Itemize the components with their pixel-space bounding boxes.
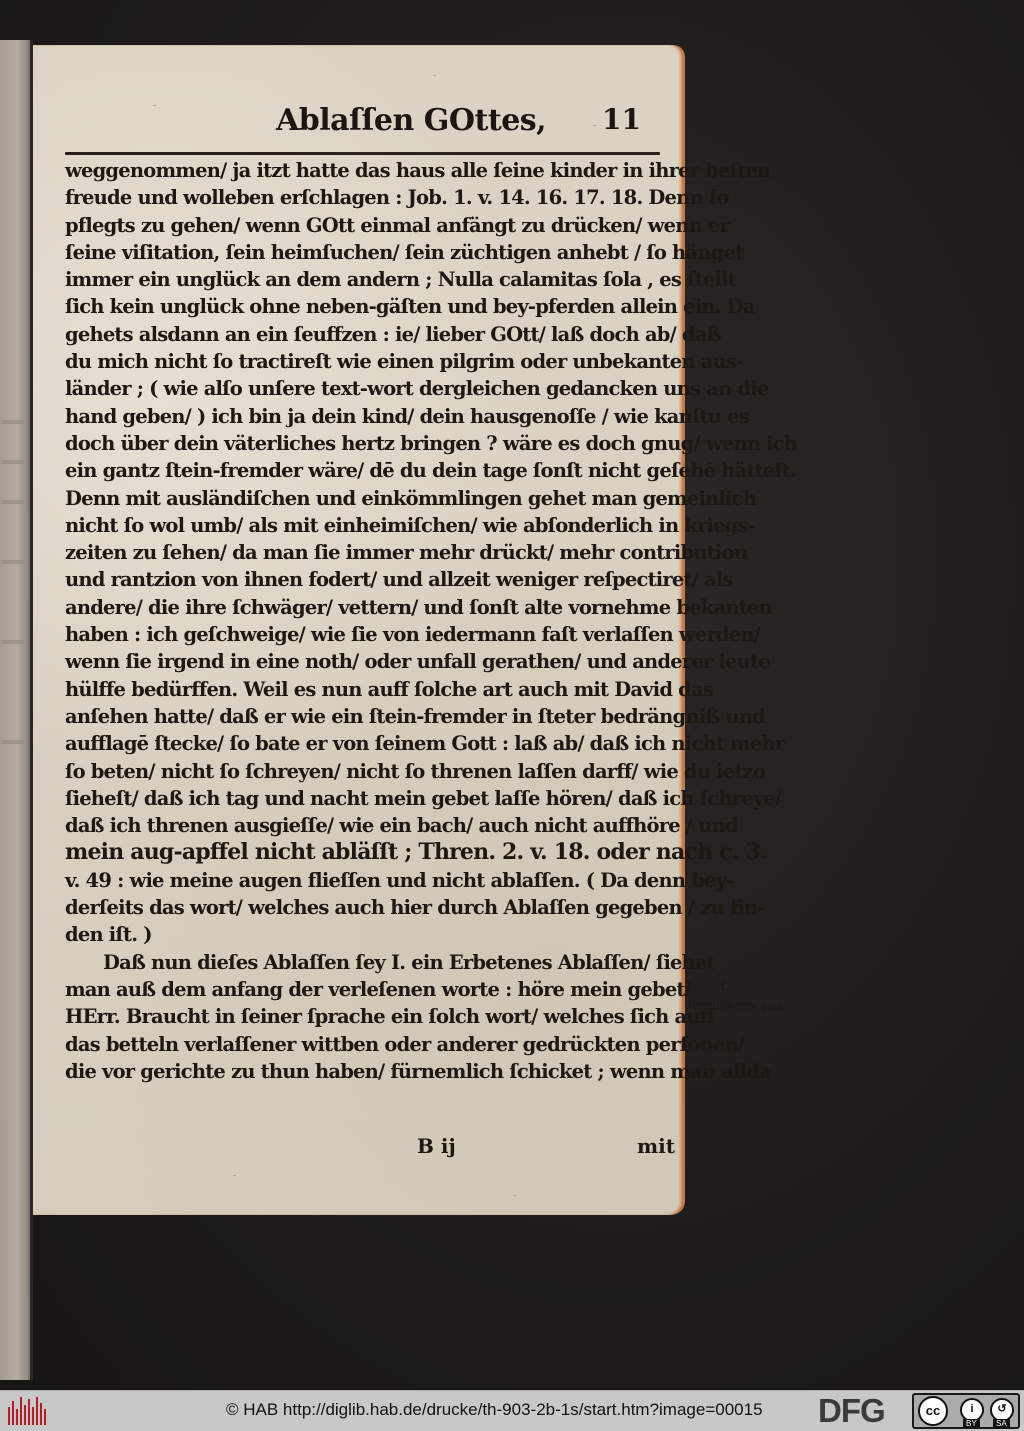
text-line: und rantzion von ihnen fodert/ und allzeit weniger reſpectiret/ als (65, 568, 733, 592)
bleed-through-mark (2, 560, 24, 564)
text-line: pflegts zu gehen/ wenn GOtt einmal anfängt zu drücken/ wenn er (65, 213, 730, 237)
text-line: man auß dem anfang der verleſenen worte : höre mein gebet/ (65, 977, 691, 1001)
sa-label: SA (993, 1419, 1010, 1428)
text-line: daß ich threnen ausgieſſe/ wie ein bach/ auch nicht auffhöre / und (65, 814, 738, 838)
text-line: weggenommen/ ja itzt hatte das haus alle ſeine kinder in ihrer beſten (65, 159, 771, 182)
text-line: v. 49 : wie meine augen flieſſen und nicht ablaſſen. ( Da denn bey- (65, 868, 734, 892)
bleed-through-mark (2, 460, 24, 464)
catchword: mit (637, 1134, 675, 1158)
header-rule (65, 152, 660, 155)
text-line: doch über dein väterliches hertz bringen ? wäre es doch gnug/ wenn ich (65, 431, 798, 455)
text-line: derſeits das wort/ welches auch hier durch Ablaſſen gegeben / zu fin- (65, 896, 765, 920)
marginal-note (688, 978, 798, 1014)
paper-speck (433, 75, 436, 76)
page-header (221, 103, 651, 143)
text-line: länder ; ( wie alſo unſere text-wort dergleichen gedancken uns an die (65, 377, 769, 401)
cc-license-badge[interactable] (912, 1393, 1020, 1429)
text-line: immer ein unglück an dem andern ; Nulla calamitas ſola , es ſtellt (65, 268, 736, 292)
running-title: Ablaſſen GOttes, (276, 103, 547, 138)
text-line: den iſt. ) (65, 923, 152, 947)
text-line: nicht ſo wol umb/ als mit einheimiſchen/ wie abſonderlich in kriegs- (65, 513, 756, 537)
text-line: anſehen hatte/ daß er wie ein ſtein-fremder in ſteter bedrängniß und (65, 704, 765, 728)
text-line: ein gantz ſtein-fremder wäre/ dē du dein tage ſonſt nicht geſehē hätteſt. (65, 459, 797, 483)
hab-logo-icon[interactable] (6, 1395, 46, 1427)
text-line: ſo beten/ nicht ſo ſchreyen/ nicht ſo threnen laſſen darff/ wie du ietzo (65, 759, 766, 783)
text-line: Denn mit ausländiſchen und einkömmlingen gehet man gemeinlich (65, 486, 757, 510)
marginal-number: I. (720, 979, 730, 995)
bleed-through-mark (2, 640, 24, 644)
paper-speck (513, 1195, 516, 1196)
attribution-icon: i (960, 1398, 984, 1422)
text-line: freude und wolleben erſchlagen : Job. 1. v. 14. 16. 17. 18. Denn ſo (65, 186, 729, 210)
paper-speck (153, 105, 156, 106)
text-line: HErr. Braucht in ſeiner ſprache ein ſolch wort/ welches ſich auff (65, 1005, 715, 1029)
paragraph-start-line: Daß nun dieſes Ablaſſen ſey I. ein Erbetenes Ablaſſen/ ſiehet (103, 950, 715, 974)
page-foot (65, 1134, 679, 1162)
text-line: die vor gerichte zu thun haben/ fürnemlich ſchicket ; wenn man allda (65, 1059, 771, 1083)
text-line: hülffe bedürffen. Weil es nun auff ſolche art auch mit David das (65, 677, 713, 701)
footer-bar (0, 1390, 1024, 1431)
bleed-through-mark (2, 420, 24, 424)
signature-mark: B ij (417, 1134, 456, 1158)
text-line: mein aug-apffel nicht abläſſt ; Thren. 2. v. 18. oder nach c. 3. (65, 839, 767, 866)
text-line: andere/ die ihre ſchwäger/ vettern/ und ſonſt alte vornehme bekanten (65, 595, 772, 619)
page-number: 11 (602, 103, 641, 136)
text-line: haben : ich geſchweige/ wie ſie von iedermann faſt verlaſſen werden/ (65, 623, 761, 647)
bleed-through-mark (2, 500, 24, 504)
text-line: ſeine viſitation, ſein heimſuchen/ ſein züchtigen anhebt / ſo hänget (65, 240, 744, 264)
text-line: das betteln verlaſſener wittben oder anderer gedrückten perſonen/ (65, 1032, 745, 1056)
facing-page-edge (0, 40, 30, 1380)
bleed-through-mark (2, 740, 24, 744)
cc-icon: cc (918, 1396, 948, 1426)
paper-speck (233, 1175, 236, 1176)
text-line: hand geben/ ) ich bin ja dein kind/ dein hausgenoſſe / wie kanſtu es (65, 404, 749, 428)
text-line: zeiten zu ſehen/ da man ſie immer mehr drückt/ mehr contribution (65, 541, 748, 565)
marginal-text: Remiſſio ero- gata. (688, 997, 786, 1012)
share-alike-icon: ↺ (990, 1398, 1014, 1422)
text-line: gehets alsdann an ein ſeuffzen : ie/ lieber GOtt/ laß doch ab/ daß (65, 322, 721, 346)
copyright-link[interactable]: © HAB http://diglib.hab.de/drucke/th-903-2b-1s/start.htm?image=00015 (226, 1400, 763, 1419)
text-line: aufflagē ſtecke/ ſo bate er von ſeinem Gott : laß ab/ daß ich nicht mehr (65, 732, 785, 756)
dfg-logo[interactable]: DFG (818, 1392, 885, 1429)
text-line: du mich nicht ſo tractireſt wie einen pilgrim oder unbekanten aus- (65, 350, 744, 374)
text-line: ſieheſt/ daß ich tag und nacht mein gebet laſſe hören/ daß ich ſchreye/ (65, 786, 782, 810)
text-line: ſich kein unglück ohne neben-gäſten und bey-pferden allein ein. Da (65, 295, 755, 319)
text-line: wenn ſie irgend in eine noth/ oder unfall gerathen/ und anderer leute (65, 650, 770, 674)
by-label: BY (963, 1419, 980, 1428)
